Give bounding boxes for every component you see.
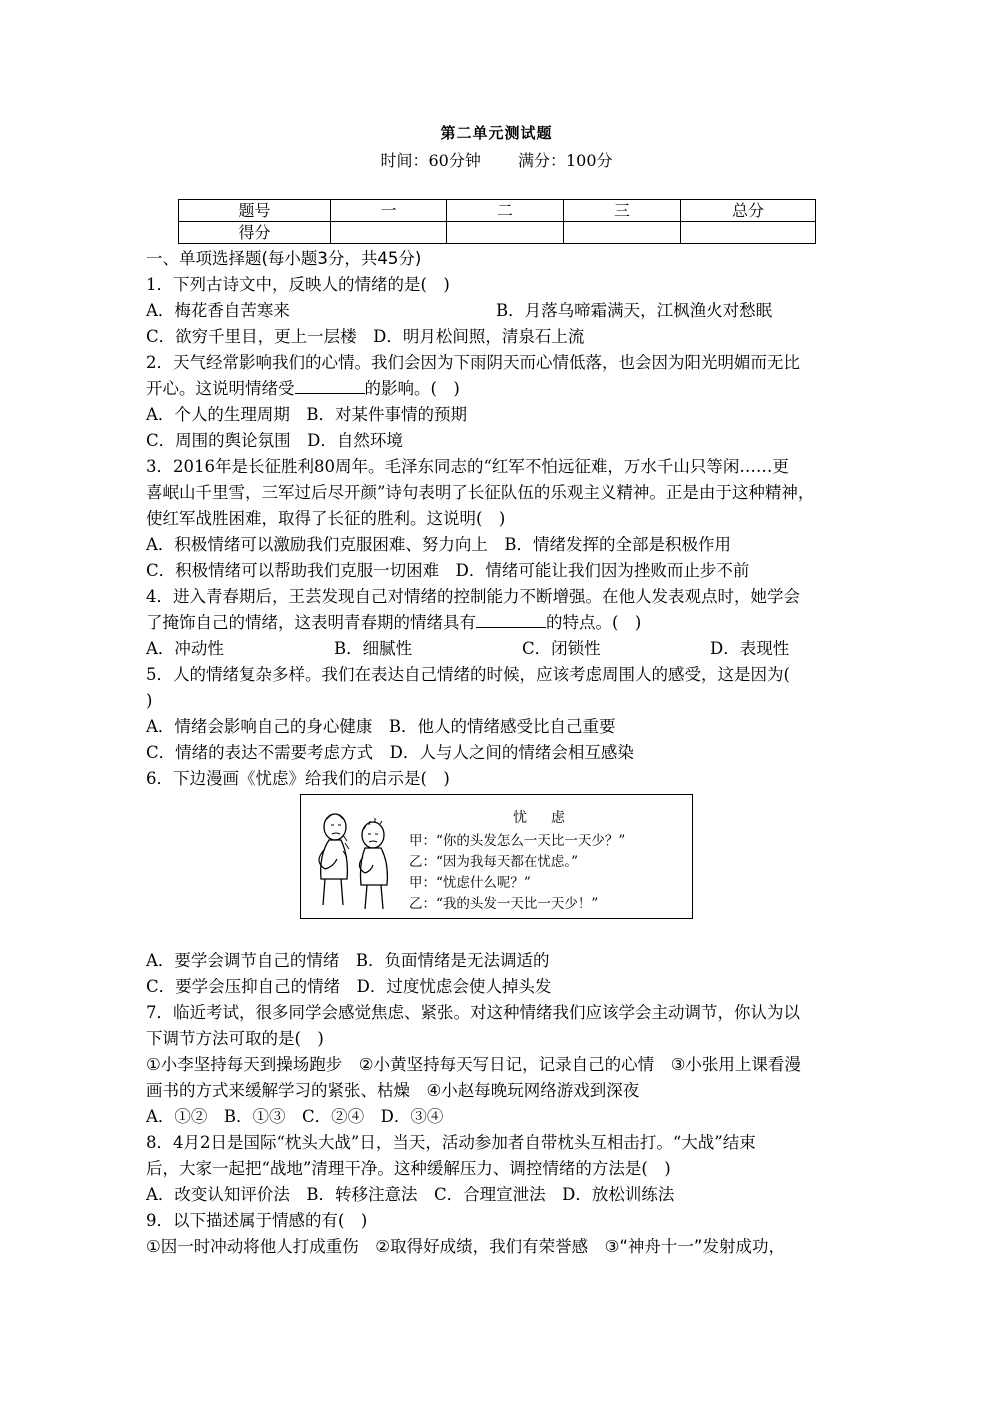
score-table-cell: 二	[447, 200, 564, 222]
question-4-option-b: B．细腻性	[334, 639, 413, 658]
score-table-header-row	[179, 200, 816, 222]
question-2-option-d: D．自然环境	[307, 431, 403, 450]
time-limit: 时间：60分钟	[380, 151, 481, 170]
question-2-option-b: B．对某件事情的预期	[306, 405, 468, 424]
question-8-stem-line2: 后，大家一起把“战地”清理干净。这种缓解压力、调控情绪的方法是( )	[146, 1159, 671, 1178]
question-3-options-cd	[146, 558, 862, 584]
question-2-stem-line2	[146, 376, 862, 402]
question-9-stem: 9．以下描述属于情感的有( )	[146, 1211, 368, 1230]
score-table-cell: 三	[564, 200, 681, 222]
question-7-items-line1: ①小李坚持每天到操场跑步 ②小黄坚持每天写日记，记录自己的心情 ③小张用上课看漫	[146, 1055, 801, 1074]
cartoon-figures-illustration	[307, 805, 403, 913]
question-6-option-a: A．要学会调节自己的情绪	[146, 951, 340, 970]
question-5-option-a: A．情绪会影响自己的身心健康	[146, 717, 373, 736]
question-8-options: A．改变认知评价法 B．转移注意法 C．合理宣泄法 D．放松训练法	[146, 1185, 675, 1204]
question-5-stem-line1: 5．人的情绪复杂多样。我们在表达自己情绪的时候，应该考虑周围人的感受，这是因为(	[146, 665, 790, 684]
question-2-options-ab	[146, 402, 862, 428]
answer-blank	[295, 376, 365, 394]
question-2-stem-text: 开心。这说明情绪受	[146, 379, 295, 398]
question-1-option-d: D．明月松间照，清泉石上流	[373, 327, 585, 346]
question-6-option-b: B．负面情绪是无法调适的	[355, 951, 550, 970]
question-2-stem-tail: 的影响。( )	[364, 379, 460, 398]
question-1-stem: 1．下列古诗文中，反映人的情绪的是( )	[146, 275, 450, 294]
question-1-option-b: B．月落乌啼霜满天，江枫渔火对愁眠	[496, 301, 773, 320]
question-content	[146, 246, 862, 1260]
question-1-options-cd	[146, 324, 862, 350]
question-7-stem-line2: 下调节方法可取的是( )	[146, 1029, 324, 1048]
question-4-option-c: C．闭锁性	[522, 639, 601, 658]
question-5-options-ab	[146, 714, 862, 740]
question-1-options-ab	[146, 298, 862, 324]
question-4-stem-line2	[146, 610, 862, 636]
question-2-option-c: C．周围的舆论氛围	[146, 431, 291, 450]
dialog-line: 乙：“我的头发一天比一天少！”	[409, 896, 599, 912]
question-1-option-a: A．梅花香自苦寒来	[146, 301, 290, 320]
score-table-cell: 得分	[179, 222, 331, 244]
question-2-options-cd	[146, 428, 862, 454]
question-7-options: A．①② B．①③ C．②④ D．③④	[146, 1107, 444, 1126]
question-6-stem: 6．下边漫画《忧虑》给我们的启示是( )	[146, 769, 450, 788]
score-table-cell: 题号	[179, 200, 331, 222]
question-4-options	[146, 636, 862, 662]
question-4-stem-tail: 的特点。( )	[546, 613, 642, 632]
question-7-stem-line1: 7．临近考试，很多同学会感觉焦虑、紧张。对这种情绪我们应该学会主动调节，你认为以	[146, 1003, 800, 1022]
question-4-option-a: A．冲动性	[146, 639, 224, 658]
dialog-line: 甲：“你的头发怎么一天比一天少？”	[409, 833, 626, 849]
score-table-score-row	[179, 222, 816, 244]
full-score: 满分：100分	[517, 151, 613, 170]
question-6-options-cd	[146, 974, 862, 1000]
score-cell-1	[331, 222, 447, 244]
question-6-options-ab	[146, 948, 862, 974]
question-3-stem-line2: 喜岷山千里雪，三军过后尽开颜”诗句表明了长征队伍的乐观主义精神。正是由于这种精神，	[146, 483, 815, 502]
question-3-option-d: D．情绪可能让我们因为挫败而止步不前	[455, 561, 750, 580]
question-3-options-ab	[146, 532, 862, 558]
score-table-cell: 一	[331, 200, 447, 222]
score-cell-2	[447, 222, 564, 244]
question-5-options-cd	[146, 740, 862, 766]
question-7-items-line2: 画书的方式来缓解学习的紧张、枯燥 ④小赵每晚玩网络游戏到深夜	[146, 1081, 640, 1100]
cartoon-worry	[300, 794, 693, 919]
question-4-stem-text: 了掩饰自己的情绪，这表明青春期的情绪具有	[146, 613, 476, 632]
question-8-stem-line1: 8．4月2日是国际“枕头大战”日，当天，活动参加者自带枕头互相击打。“大战”结束	[146, 1133, 756, 1152]
question-9-items-line1: ①因一时冲动将他人打成重伤 ②取得好成绩，我们有荣誉感 ③“神舟十一”发射成功，	[146, 1237, 785, 1256]
score-cell-total	[681, 222, 816, 244]
question-5-option-d: D．人与人之间的情绪会相互感染	[389, 743, 634, 762]
answer-blank	[476, 610, 546, 628]
question-3-stem-line3: 使红军战胜困难，取得了长征的胜利。这说明( )	[146, 509, 506, 528]
score-table-cell: 总分	[681, 200, 816, 222]
question-6-option-d: D．过度忧虑会使人掉头发	[356, 977, 552, 996]
cartoon-dialog	[409, 831, 625, 915]
dialog-line: 乙：“因为我每天都在忧虑。”	[409, 854, 579, 870]
question-6-option-c: C．要学会压抑自己的情绪	[146, 977, 341, 996]
section-heading: 一、单项选择题(每小题3分，共45分)	[146, 249, 422, 268]
score-cell-3	[564, 222, 681, 244]
question-3-option-c: C．积极情绪可以帮助我们克服一切困难	[146, 561, 440, 580]
exam-info	[0, 148, 993, 171]
question-1-option-c: C．欲穷千里目，更上一层楼	[146, 327, 357, 346]
question-2-option-a: A．个人的生理周期	[146, 405, 290, 424]
score-table	[178, 199, 816, 244]
question-5-option-b: B．他人的情绪感受比自己重要	[388, 717, 616, 736]
question-4-option-d: D．表现性	[710, 639, 790, 658]
question-3-option-b: B．情绪发挥的全部是积极作用	[504, 535, 732, 554]
question-5-option-c: C．情绪的表达不需要考虑方式	[146, 743, 374, 762]
question-2-stem-line1: 2．天气经常影响我们的心情。我们会因为下雨阴天而心情低落，也会因为阳光明媚而无比	[146, 353, 800, 372]
dialog-line: 甲：“忧虑什么呢？”	[409, 875, 531, 891]
question-3-stem-line1: 3．2016年是长征胜利80周年。毛泽东同志的“红军不怕远征难，万水千山只等闲……更	[146, 457, 789, 476]
page-title: 第二单元测试题	[440, 124, 553, 142]
question-3-option-a: A．积极情绪可以激励我们克服困难、努力向上	[146, 535, 488, 554]
question-4-stem-line1: 4．进入青春期后，王芸发现自己对情绪的控制能力不断增强。在他人发表观点时，她学会	[146, 587, 800, 606]
question-5-stem-line2: )	[146, 691, 153, 710]
cartoon-title: 忧虑	[513, 810, 589, 826]
